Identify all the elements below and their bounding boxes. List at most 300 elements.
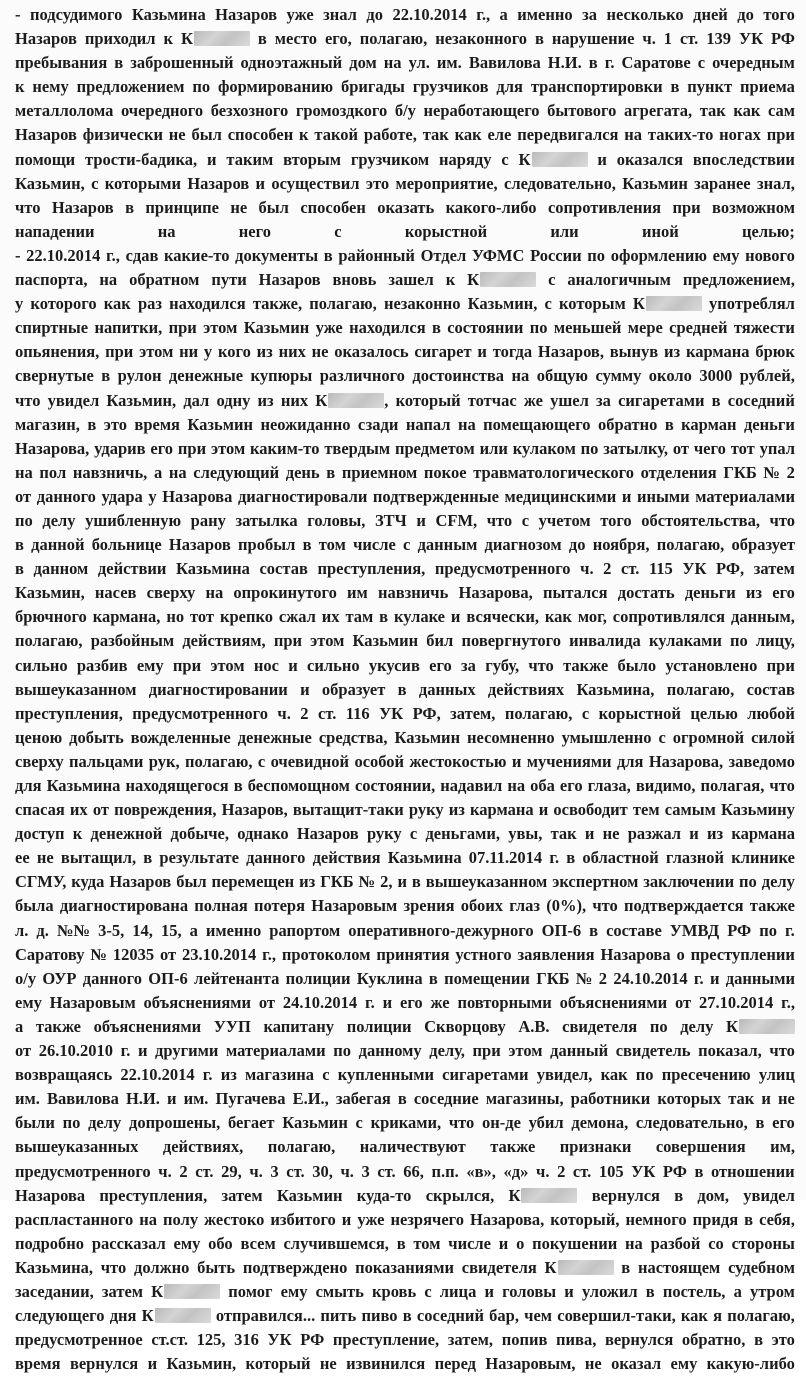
word: им. bbox=[15, 1089, 40, 1109]
word: оперативного-дежурного bbox=[348, 920, 534, 940]
word: лейтенанта bbox=[194, 968, 280, 988]
word: материалами bbox=[695, 486, 795, 506]
word: до bbox=[568, 535, 586, 555]
word: данных bbox=[418, 679, 476, 699]
word: объяснениями bbox=[93, 1016, 202, 1036]
word: того bbox=[763, 5, 795, 24]
word: в bbox=[326, 462, 336, 482]
word: К bbox=[519, 148, 588, 172]
word: случившемся, bbox=[283, 1233, 389, 1253]
word: грузчиком bbox=[350, 149, 430, 169]
word: что bbox=[528, 655, 554, 675]
word: ценою bbox=[15, 727, 63, 747]
word: знал bbox=[323, 5, 357, 24]
word: по bbox=[587, 245, 606, 265]
word: ч. bbox=[158, 1161, 172, 1181]
word: трости-бадика, bbox=[85, 149, 198, 169]
word: был bbox=[191, 125, 222, 145]
word: в bbox=[428, 968, 438, 988]
word: особой bbox=[354, 751, 405, 771]
word: повторными bbox=[457, 992, 552, 1012]
word: Назаров bbox=[187, 173, 250, 193]
word: и bbox=[166, 1089, 177, 1109]
word: не bbox=[36, 848, 54, 868]
word: увы, bbox=[508, 824, 543, 844]
word: в bbox=[535, 29, 544, 49]
word: их bbox=[321, 607, 340, 627]
word: Казьмин bbox=[622, 173, 688, 193]
word: «в», bbox=[466, 1161, 496, 1181]
word: что bbox=[486, 510, 513, 530]
word: пытался bbox=[542, 583, 608, 603]
word: жестокостью bbox=[409, 751, 507, 771]
word: не bbox=[168, 125, 186, 145]
word: признаки bbox=[559, 1137, 632, 1157]
word: к bbox=[163, 29, 174, 49]
word: его bbox=[772, 1113, 795, 1133]
document-line bbox=[15, 1039, 795, 1063]
word: подробно bbox=[15, 1233, 85, 1253]
word: как bbox=[103, 294, 131, 314]
word: их bbox=[69, 800, 88, 820]
word: в bbox=[621, 1257, 631, 1277]
document-line bbox=[15, 292, 795, 316]
word: брюк bbox=[755, 342, 795, 362]
word: полагаю, bbox=[727, 1306, 795, 1326]
word: как bbox=[454, 125, 482, 145]
word: транспортировки bbox=[530, 77, 663, 97]
word: брючного bbox=[15, 607, 87, 627]
word: был bbox=[258, 197, 289, 217]
word: иными bbox=[637, 486, 690, 506]
word: делу bbox=[680, 1016, 714, 1036]
word: Казьмина bbox=[176, 559, 250, 579]
word: соседние bbox=[413, 1089, 479, 1109]
word: для bbox=[616, 751, 644, 771]
word: куда bbox=[71, 872, 105, 892]
word: к bbox=[72, 824, 83, 844]
word: РФ bbox=[727, 920, 752, 940]
document-line bbox=[15, 220, 795, 244]
word: вышеуказанном bbox=[425, 872, 548, 892]
word: в bbox=[101, 366, 111, 386]
word: разбойным bbox=[90, 631, 175, 651]
word: в bbox=[694, 1161, 704, 1181]
word: 24.10.2014 bbox=[282, 992, 358, 1012]
word: в bbox=[670, 77, 680, 97]
word: образует bbox=[731, 535, 795, 555]
word: с bbox=[424, 1281, 432, 1301]
word: учетом bbox=[538, 510, 591, 530]
word: состоянии bbox=[447, 318, 524, 338]
word: Назаров bbox=[15, 125, 77, 145]
word: следовательно, bbox=[635, 1113, 748, 1133]
redaction-mark bbox=[328, 393, 384, 408]
word: Назаров bbox=[168, 535, 231, 555]
word: диагностирована bbox=[59, 896, 189, 916]
word: с bbox=[409, 824, 418, 844]
word: отношении bbox=[711, 1161, 795, 1181]
word: от bbox=[15, 1041, 32, 1061]
word: ч. bbox=[340, 1161, 354, 1181]
document-line bbox=[15, 967, 795, 991]
word: следующего bbox=[15, 1306, 105, 1326]
word: сопротивления bbox=[547, 197, 662, 217]
word: Назарова, bbox=[458, 583, 533, 603]
word: нападении bbox=[15, 221, 95, 241]
word: потеря bbox=[253, 896, 306, 916]
document-line bbox=[15, 27, 795, 51]
word: УМВД bbox=[669, 920, 720, 940]
word: аналогичным bbox=[567, 270, 671, 290]
word: извинился bbox=[346, 1354, 426, 1374]
word: и bbox=[597, 149, 607, 169]
word: отправился... bbox=[215, 1306, 316, 1326]
word: или bbox=[550, 221, 579, 241]
word: Казьмин bbox=[352, 631, 419, 651]
document-line bbox=[15, 316, 795, 340]
word: кулаке bbox=[393, 607, 446, 627]
word: г., bbox=[781, 992, 795, 1012]
word: напитки, bbox=[94, 318, 163, 338]
word: данному bbox=[358, 1041, 422, 1061]
word: незаконного bbox=[435, 29, 528, 49]
word: 2 bbox=[179, 1161, 188, 1181]
word: Казьмин, bbox=[15, 173, 85, 193]
word: что bbox=[592, 896, 618, 916]
word: полагаю, bbox=[15, 631, 83, 651]
document-line bbox=[15, 870, 795, 894]
word: металлолома bbox=[15, 101, 114, 121]
word: Казьмин, bbox=[166, 1354, 237, 1374]
word: это bbox=[103, 414, 127, 434]
word: надавил bbox=[440, 776, 503, 795]
word: вторым bbox=[283, 149, 342, 169]
word: утром bbox=[749, 1281, 795, 1301]
word: в bbox=[125, 197, 135, 217]
word: и bbox=[288, 655, 298, 675]
word: который bbox=[395, 390, 461, 410]
word: 26.10.2010 bbox=[38, 1041, 113, 1061]
word: 105 bbox=[598, 1161, 624, 1181]
word: пол bbox=[39, 462, 67, 482]
word: лицу, bbox=[755, 631, 795, 651]
word: магазины, bbox=[485, 1089, 564, 1109]
word: Назаров bbox=[51, 197, 114, 217]
word: Казьмин bbox=[243, 318, 310, 338]
word: ст. bbox=[286, 1161, 305, 1181]
word: попив bbox=[501, 1330, 548, 1350]
word: иной bbox=[641, 221, 679, 241]
word: находился bbox=[349, 318, 426, 338]
word: на bbox=[15, 462, 33, 482]
word: делу bbox=[42, 510, 76, 530]
word: документы bbox=[235, 245, 319, 265]
word: Казьмин bbox=[276, 1185, 343, 1205]
word: затем, bbox=[447, 1330, 494, 1350]
word: тем bbox=[632, 800, 660, 820]
word: свидетеля bbox=[562, 1016, 638, 1036]
word: и bbox=[382, 992, 393, 1012]
word: заявления bbox=[517, 944, 595, 964]
word: денежные bbox=[237, 727, 312, 747]
word: Назаров bbox=[215, 5, 278, 24]
document-line bbox=[15, 340, 795, 364]
word: оказать bbox=[377, 197, 435, 217]
word: как bbox=[680, 1306, 708, 1326]
word: по bbox=[580, 438, 599, 458]
word: ни bbox=[179, 342, 199, 362]
word: сзади bbox=[357, 414, 399, 434]
word: от bbox=[15, 486, 32, 506]
word: диагнозом bbox=[484, 535, 562, 555]
word: делу, bbox=[429, 1041, 465, 1061]
document-line bbox=[15, 123, 795, 147]
word: составе bbox=[606, 920, 662, 940]
word: я bbox=[713, 1306, 723, 1326]
word: до bbox=[366, 5, 383, 24]
word: в bbox=[645, 1281, 655, 1301]
word: зашел bbox=[388, 270, 434, 290]
document-line bbox=[15, 196, 795, 220]
redaction-mark bbox=[739, 1019, 795, 1034]
word: всячески, bbox=[466, 607, 539, 627]
word: целью; bbox=[741, 221, 795, 241]
word: К bbox=[508, 1184, 577, 1208]
word: полагаю, bbox=[309, 294, 377, 314]
word: укусив bbox=[368, 655, 420, 675]
word: вожделенные bbox=[130, 727, 231, 747]
word: УК bbox=[738, 29, 764, 49]
word: корыстной bbox=[404, 221, 488, 241]
document-line bbox=[15, 1208, 795, 1232]
word: с bbox=[257, 751, 266, 771]
word: что bbox=[448, 1113, 475, 1133]
document-line bbox=[15, 750, 795, 774]
word: заключении bbox=[643, 872, 735, 892]
word: перед bbox=[434, 1354, 477, 1374]
word: принятия bbox=[376, 944, 450, 964]
word: средства, bbox=[318, 727, 388, 747]
word: нарушение bbox=[551, 29, 635, 49]
word: и bbox=[538, 800, 549, 820]
word: затылку, bbox=[603, 438, 668, 458]
document-line bbox=[15, 364, 795, 388]
word: за bbox=[461, 655, 476, 675]
word: затем bbox=[221, 1185, 263, 1205]
word: делу bbox=[88, 1113, 122, 1133]
word: на bbox=[511, 366, 530, 386]
word: в bbox=[744, 1209, 754, 1229]
word: при bbox=[472, 1041, 501, 1061]
word: на bbox=[457, 414, 476, 434]
word: настоящем bbox=[637, 1257, 721, 1277]
word: рулон bbox=[117, 366, 162, 386]
word: повреждения, bbox=[114, 800, 217, 820]
word: по bbox=[192, 77, 211, 97]
word: немного bbox=[625, 1209, 687, 1229]
word: пальцами bbox=[68, 751, 144, 771]
word: постель, bbox=[662, 1281, 726, 1301]
word: скрылся, bbox=[425, 1185, 495, 1205]
word: А.В. bbox=[518, 1016, 550, 1036]
word: место bbox=[274, 29, 318, 49]
word: деньги bbox=[684, 583, 736, 603]
word: не bbox=[777, 1089, 795, 1109]
word: 27.10.2014 bbox=[698, 992, 774, 1012]
word: состав bbox=[746, 679, 795, 699]
word: полиции bbox=[346, 1016, 412, 1036]
word: помог bbox=[228, 1281, 273, 1301]
word: нему bbox=[32, 77, 69, 97]
word: делу bbox=[761, 872, 795, 892]
document-line bbox=[15, 654, 795, 678]
word: что bbox=[769, 1041, 795, 1061]
word: Вавилова bbox=[468, 53, 541, 73]
word: какого-либо bbox=[445, 197, 537, 217]
word: раз bbox=[137, 294, 163, 314]
word: что bbox=[100, 1257, 127, 1277]
word: магазин, bbox=[15, 414, 80, 434]
word: объяснениями bbox=[143, 992, 252, 1012]
word: а bbox=[15, 1016, 24, 1036]
word: тотчас bbox=[467, 390, 517, 410]
word: у bbox=[203, 342, 213, 362]
document-line bbox=[15, 268, 795, 292]
word: заранее bbox=[694, 173, 751, 193]
word: в bbox=[411, 872, 421, 892]
word: рук, bbox=[148, 751, 180, 771]
word: в bbox=[588, 53, 598, 73]
word: по bbox=[649, 1016, 668, 1036]
word: по bbox=[529, 318, 548, 338]
word: ногах bbox=[719, 125, 761, 145]
word: а bbox=[153, 462, 163, 482]
word: в bbox=[566, 848, 576, 868]
word: затем bbox=[101, 1281, 144, 1301]
word: б/у bbox=[394, 101, 416, 121]
word: пробыл bbox=[238, 535, 296, 555]
word: в bbox=[431, 318, 441, 338]
word: с bbox=[658, 727, 666, 747]
word: УК bbox=[631, 1161, 656, 1181]
word: его bbox=[429, 655, 452, 675]
word: не bbox=[602, 824, 620, 844]
word: районный bbox=[338, 245, 415, 265]
document-line bbox=[15, 3, 795, 27]
word: уже bbox=[286, 5, 314, 24]
word: насев bbox=[94, 583, 137, 603]
word: 2 bbox=[300, 703, 309, 723]
word: рану bbox=[190, 510, 226, 530]
word: с bbox=[355, 1113, 363, 1133]
word: Назаров bbox=[109, 872, 172, 892]
word: этом bbox=[139, 342, 174, 362]
word: Казьмин, bbox=[15, 583, 85, 603]
word: Назарова bbox=[15, 1185, 86, 1205]
word: находился bbox=[169, 294, 246, 314]
word: 1 bbox=[663, 29, 673, 49]
word: распластанного bbox=[15, 1209, 134, 1229]
word: в bbox=[589, 920, 599, 940]
word: при bbox=[273, 631, 303, 651]
word: данного bbox=[36, 486, 96, 506]
word: вышеуказанных bbox=[15, 1137, 139, 1157]
word: также, bbox=[252, 294, 303, 314]
word: Назарова, bbox=[648, 751, 724, 771]
word: предусмотренного bbox=[132, 703, 268, 723]
word: того bbox=[600, 510, 632, 530]
word: К , bbox=[315, 390, 389, 410]
word: г. bbox=[120, 1041, 131, 1061]
word: оказался bbox=[616, 149, 684, 169]
word: Назаров, bbox=[221, 800, 288, 820]
word: с bbox=[548, 270, 556, 290]
word: ушибленную bbox=[85, 510, 182, 530]
word: ударив bbox=[94, 438, 146, 458]
document-line bbox=[15, 822, 795, 846]
word: дня bbox=[109, 1306, 137, 1326]
word: Саратове bbox=[621, 53, 691, 73]
word: 2 bbox=[557, 1161, 566, 1181]
word: же bbox=[430, 992, 450, 1012]
word: ст. bbox=[572, 1161, 592, 1181]
word: Назаровым bbox=[49, 992, 136, 1012]
word: пути bbox=[211, 270, 247, 290]
word: пресечению bbox=[661, 1065, 751, 1085]
word: протоколом bbox=[281, 944, 371, 964]
word: удара bbox=[101, 486, 143, 506]
word: по bbox=[739, 872, 757, 892]
word: какие-то bbox=[164, 245, 230, 265]
document-line bbox=[15, 798, 795, 822]
word: о bbox=[516, 1233, 525, 1253]
word: увидел, bbox=[536, 1065, 593, 1085]
word: не bbox=[311, 342, 329, 362]
word: соседний bbox=[727, 390, 795, 410]
word: из bbox=[448, 800, 465, 820]
word: его bbox=[150, 438, 174, 458]
word: из bbox=[707, 824, 724, 844]
word: 2, bbox=[380, 872, 393, 892]
word: было bbox=[617, 655, 657, 675]
word: неработающего bbox=[423, 101, 540, 121]
word: работники bbox=[570, 1089, 651, 1109]
word: а bbox=[499, 5, 508, 24]
redaction-mark bbox=[532, 152, 588, 167]
word: К bbox=[181, 27, 250, 51]
word: СГМУ, bbox=[15, 872, 67, 892]
word: УУП bbox=[213, 1016, 251, 1036]
word: пива, bbox=[556, 1330, 597, 1350]
word: так bbox=[422, 125, 449, 145]
word: спиртные bbox=[15, 318, 89, 338]
word: о/у bbox=[15, 968, 37, 988]
word: рассказал bbox=[91, 1233, 166, 1253]
word: при bbox=[672, 197, 701, 217]
word: г. bbox=[604, 53, 615, 73]
word: УК bbox=[267, 1330, 292, 1350]
word: кого bbox=[217, 342, 251, 362]
word: который, bbox=[550, 1209, 620, 1229]
word: полагаю, bbox=[359, 29, 428, 49]
word: Вавилова bbox=[46, 1089, 119, 1109]
word: и bbox=[416, 510, 426, 530]
word: ОП-6 bbox=[148, 968, 188, 988]
word: со bbox=[708, 1233, 724, 1253]
document-line bbox=[15, 99, 795, 123]
word: 22.10.2014 bbox=[392, 5, 467, 24]
